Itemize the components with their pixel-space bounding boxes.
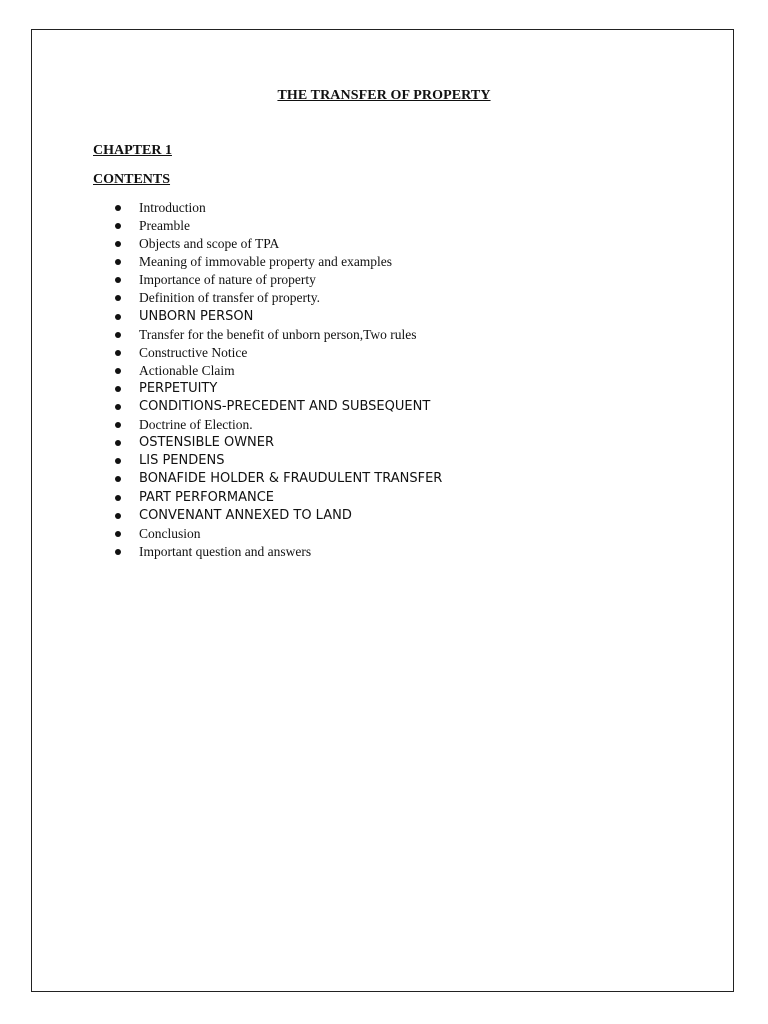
contents-list-item xyxy=(114,470,442,488)
bullet-icon xyxy=(115,332,121,338)
contents-item-text: OSTENSIBLE OWNER xyxy=(139,435,275,451)
contents-list-item xyxy=(114,199,442,217)
bullet-icon xyxy=(115,295,121,301)
contents-item-text: Actionable Claim xyxy=(139,362,235,378)
contents-list-item xyxy=(114,398,442,416)
bullet-icon xyxy=(115,205,121,211)
bullet-icon xyxy=(115,513,121,519)
contents-list-item xyxy=(114,326,442,344)
bullet-icon xyxy=(115,422,121,428)
bullet-icon xyxy=(115,549,121,555)
bullet-icon xyxy=(115,404,121,410)
contents-item-text: LIS PENDENS xyxy=(139,453,225,469)
contents-list-item xyxy=(114,217,442,235)
bullet-icon xyxy=(115,476,121,482)
contents-item-text: CONVENANT ANNEXED TO LAND xyxy=(139,507,352,523)
contents-list-item xyxy=(114,380,442,398)
chapter-heading: CHAPTER 1 xyxy=(93,143,172,158)
bullet-icon xyxy=(115,368,121,374)
contents-list-item xyxy=(114,543,442,561)
contents-item-text: Preamble xyxy=(139,218,190,234)
document-title: THE TRANSFER OF PROPERTY xyxy=(277,88,491,103)
contents-item-text: Objects and scope of TPA xyxy=(139,236,280,252)
contents-item-text: Constructive Notice xyxy=(139,344,248,360)
contents-list-item xyxy=(114,507,442,525)
contents-item-text: BONAFIDE HOLDER & FRAUDULENT TRANSFER xyxy=(139,471,443,487)
contents-list-item xyxy=(114,308,442,326)
contents-heading: CONTENTS xyxy=(93,172,171,187)
bullet-icon xyxy=(115,531,121,537)
contents-list-item xyxy=(114,344,442,362)
contents-list-item xyxy=(114,235,442,253)
bullet-icon xyxy=(115,277,121,283)
contents-item-text: Doctrine of Election. xyxy=(139,417,253,433)
contents-item-text: Introduction xyxy=(139,200,206,215)
contents-list-item xyxy=(114,525,442,543)
contents-list-item xyxy=(114,416,442,434)
contents-list-item xyxy=(114,253,442,271)
contents-item-text: CONDITIONS-PRECEDENT AND SUBSEQUENT xyxy=(139,399,431,415)
contents-item-text: Conclusion xyxy=(139,525,201,541)
bullet-icon xyxy=(115,440,121,446)
contents-list-item xyxy=(114,362,442,380)
bullet-icon xyxy=(115,223,121,229)
contents-list xyxy=(114,199,442,561)
contents-list-item xyxy=(114,271,442,289)
contents-item-text: Transfer for the benefit of unborn person,Two rules xyxy=(139,326,417,342)
bullet-icon xyxy=(115,259,121,265)
contents-item-text: UNBORN PERSON xyxy=(139,308,254,324)
contents-item-text: PART PERFORMANCE xyxy=(139,489,275,505)
bullet-icon xyxy=(115,495,121,501)
contents-list-item xyxy=(114,452,442,470)
contents-item-text: Important question and answers xyxy=(139,543,312,559)
bullet-icon xyxy=(115,314,121,320)
contents-item-text: Definition of transfer of property. xyxy=(139,290,320,306)
bullet-icon xyxy=(115,458,121,464)
contents-list-item xyxy=(114,289,442,307)
bullet-icon xyxy=(115,241,121,247)
contents-list-item xyxy=(114,434,442,452)
contents-item-text: Importance of nature of property xyxy=(139,272,316,288)
contents-item-text: PERPETUITY xyxy=(139,380,218,396)
bullet-icon xyxy=(115,386,121,392)
bullet-icon xyxy=(115,350,121,356)
contents-list-item xyxy=(114,489,442,507)
contents-item-text: Meaning of immovable property and examples xyxy=(139,254,393,270)
